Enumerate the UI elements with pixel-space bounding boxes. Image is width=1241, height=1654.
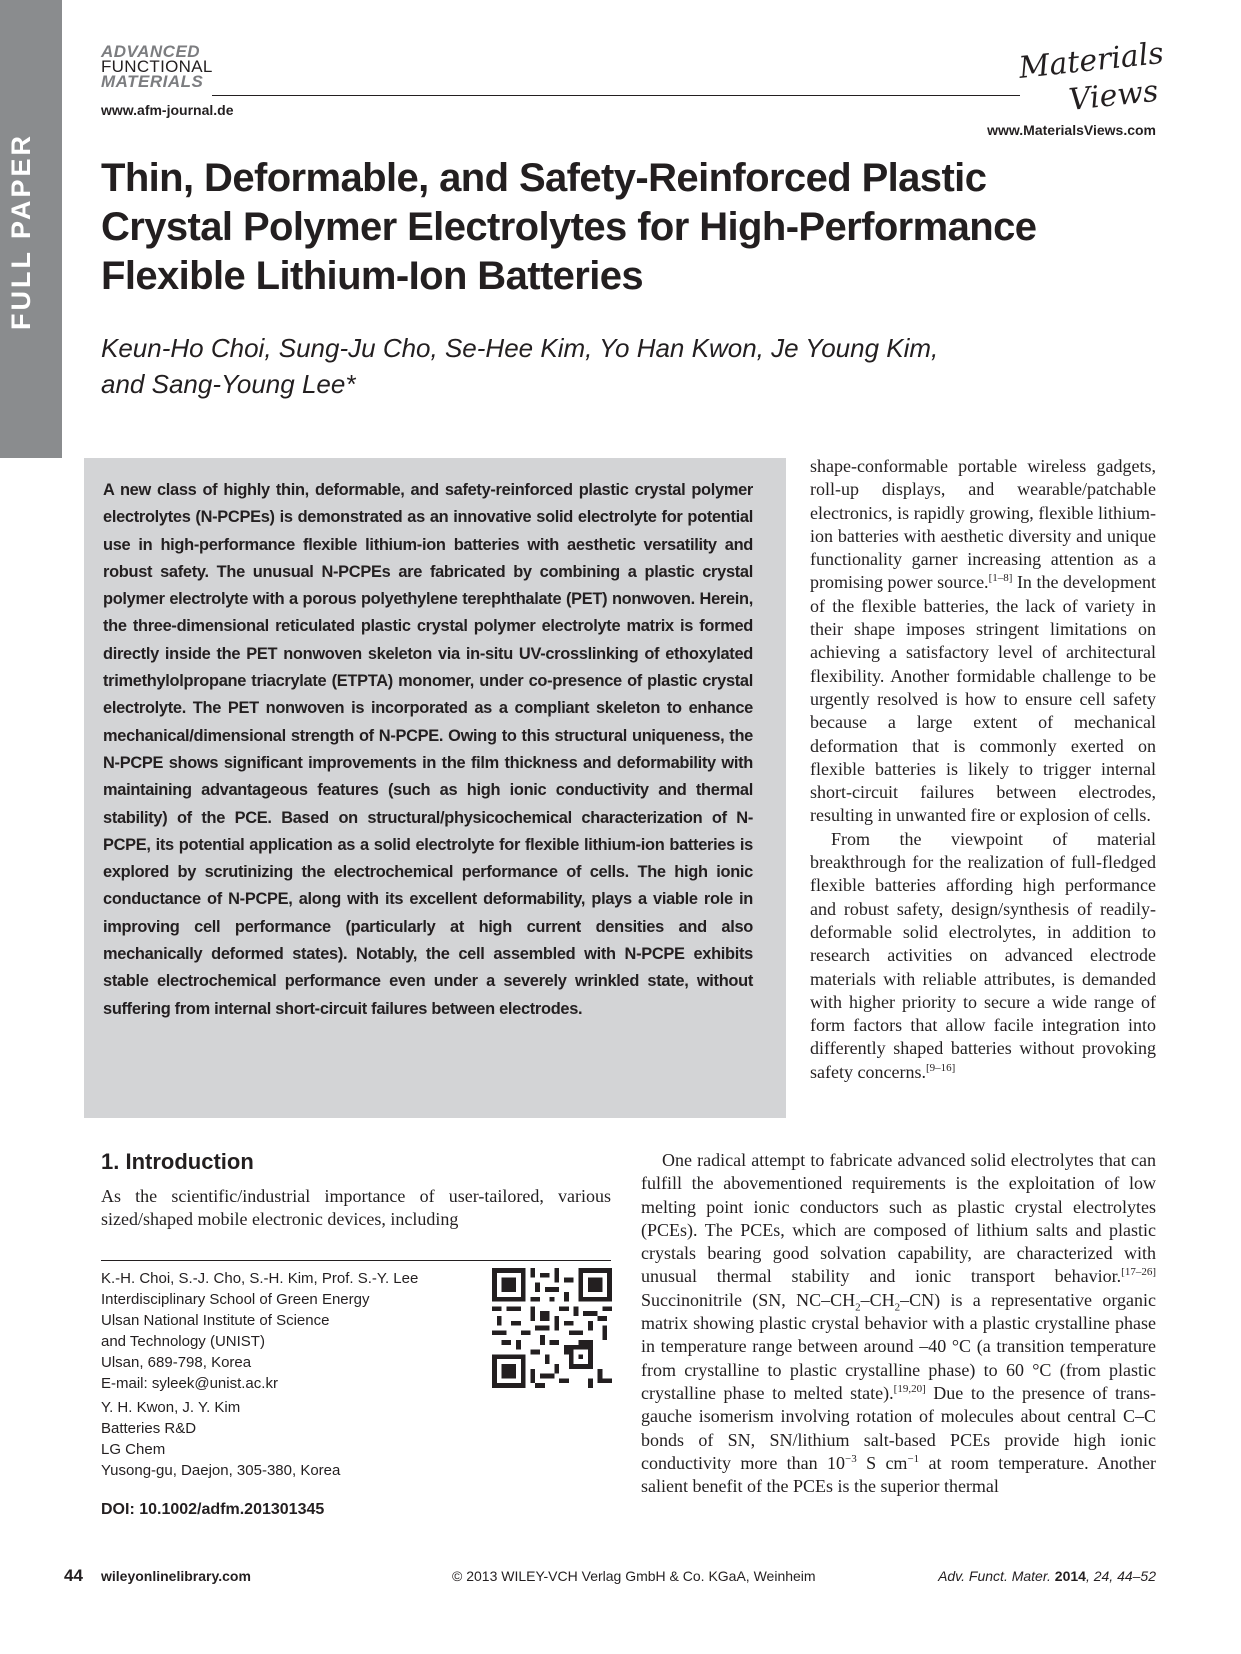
affiliation-line: Ulsan National Institute of Science [101,1312,330,1329]
svg-text:Materials: Materials [1017,35,1166,86]
authors [101,330,1001,402]
text-span: Succinonitrile (SN, NC–CH [641,1289,856,1310]
affiliation-line: Interdisciplinary School of Green Energy [101,1291,370,1308]
affiliations [101,1268,461,1481]
superscript: −3 [845,1452,857,1465]
text-span: S cm [856,1452,908,1473]
side-tab [0,0,62,458]
qr-code[interactable] [492,1268,612,1388]
reference-citation[interactable]: [19,20] [893,1382,926,1395]
authors-line2: and Sang-Young Lee* [101,369,356,399]
publisher-url[interactable]: www.MaterialsViews.com [987,122,1156,138]
text-span: Due to the presence of trans-gauche isomerism involving rotation of molecules about central C–C bonds of SN, SN/lithium salt-based PCEs provide high ionic conductivity more than 10 [641,1382,1156,1473]
subscript: 2 [894,1301,901,1314]
email-line[interactable]: E-mail: syleek@unist.ac.kr [101,1375,278,1392]
right-column [810,455,1156,1084]
authors-line1: Keun-Ho Choi, Sung-Ju Cho, Se-Hee Kim, Yo Han Kwon, Je Young Kim, [101,333,939,363]
paragraph [810,455,1156,828]
svg-text:Views: Views [1067,73,1160,118]
materials-views-logo [1017,35,1166,118]
affiliation-line: and Technology (UNIST) [101,1333,265,1350]
header-rule [212,95,1020,96]
subscript: 2 [855,1301,861,1314]
affiliation-rule [101,1260,611,1261]
abstract: A new class of highly thin, deformable, and safety-reinforced plastic crystal polymer electrolytes (N-PCPEs) is demonstrated as an innovative solid electrolyte for potential use in high-performance flexible lithium-ion batteries with aesthetic versatility and robust safety. The unusual N-PCPEs are fabricated by combining a plastic crystal polymer electrolyte with a porous polyethylene terephthalate (PET) nonwoven. Herein, the three-dimensional reticulated plastic crystal polymer electrolyte matrix is formed directly inside the PET nonwoven skeleton via in-situ UV-crosslinking of ethoxylated trimethylolpropane triacrylate (ETPTA) monomer, under co-presence of plastic crystal electrolyte. The PET nonwoven is incorporated as a compliant skeleton to enhance mechanical/dimensional strength of N-PCPE. Owing to this structural uniqueness, the N-PCPE shows significant improvements in the film thickness and deformability with maintaining advantageous features (such as high ionic conductivity and thermal stability) of the PCE. Based on structural/physicochemical characterization of N-PCPE, its potential application as a solid electrolyte for flexible lithium-ion batteries is explored by scrutinizing the electrochemical performance of cells. The high ionic conductance of N-PCPE, along with its excellent deformability, plays a viable role in improving cell performance (particularly at high current densities and also mechanically deformed states). Notably, the cell assembled with N-PCPE exhibits stable electrochemical performance even under a severely wrinkled state, without suffering from internal short-circuit failures between electrodes. [103,481,753,1018]
journal-logo-line1: ADVANCED [101,42,201,61]
footer-url[interactable]: wileyonlinelibrary.com [101,1568,251,1584]
text-span: at room temperature. Another salient benefit of the PCEs is the superior thermal [641,1452,1156,1497]
citation-volume-pages: , 24, 44–52 [1085,1568,1156,1584]
doi[interactable]: DOI: 10.1002/adfm.201301345 [101,1501,325,1518]
affiliation-line: Y. H. Kwon, J. Y. Kim [101,1399,241,1416]
copyright: © 2013 WILEY-VCH Verlag GmbH & Co. KGaA, Weinheim [452,1568,816,1584]
section-heading: 1. Introduction [101,1149,254,1174]
text-span: –CN) is a representative organic matrix showing plastic crystal behavior with a plastic crystalline phase in temperature range between around –40 °C (a transition temperature from crystalline to plastic crystalline phase) to 60 °C (from plastic crystalline phase to melted state). [641,1289,1156,1403]
citation [938,1568,1156,1584]
journal-url[interactable]: www.afm-journal.de [101,102,234,118]
text-span: –CH [860,1289,895,1310]
section-type-label: FULL PAPER [6,132,36,330]
affiliation-line: Ulsan, 689-798, Korea [101,1354,252,1371]
reference-citation[interactable]: [1–8] [988,572,1013,585]
affiliation-line: Batteries R&D [101,1420,197,1437]
journal-logo-line2: FUNCTIONAL [101,57,213,76]
journal-logo-line3: MATERIALS [101,72,204,91]
left-column [101,1185,611,1232]
superscript: −1 [907,1452,920,1465]
reference-citation[interactable]: [17–26] [1121,1266,1156,1279]
affiliation-line: LG Chem [101,1441,166,1458]
page-number: 44 [64,1566,83,1585]
text-span: One radical attempt to fabricate advanced solid electrolytes that can fulfill the abovementioned requirements is the exploitation of low melting point ionic conductors such as plastic crystal electrolytes (PCEs). The PCEs, which are composed of lithium salts and plastic crystals bearing good solvation capability, are characterized with unusual thermal stability and ionic transport behavior. [641,1150,1156,1287]
paragraph [810,828,1156,1084]
text-span: shape-conformable portable wireless gadgets, roll-up displays, and wearable/patchable electronics, is rapidly growing, flexible lithium-ion batteries with aesthetic diversity and unique functionality garner increasing attention as a promising power source. [810,456,1156,593]
text-span: From the viewpoint of material breakthrough for the realization of full-fledged flexible batteries affording high performance and robust safety, design/synthesis of readily-deformable solid electrolytes, in addition to research activities on advanced electrode materials with reliable attributes, is demanded with higher priority to secure a wide range of form factors that allow facile integration into differently shaped batteries without provoking safety concerns. [810,828,1156,1082]
paragraph [641,1149,1156,1498]
affiliation-line: K.-H. Choi, S.-J. Cho, S.-H. Kim, Prof. S.-Y. Lee [101,1270,419,1287]
text-span: In the development of the flexible batteries, the lack of variety in their shape imposes stringent limitations on achieving a satisfactory level of architectural flexibility. Another formidable challenge to be urgently resolved is how to ensure cell safety because a large extent of mechanical deformation that is commonly exerted on flexible batteries is likely to trigger internal short-circuit failures between electrodes, resulting in unwanted fire or explosion of cells. [810,572,1156,826]
reference-citation[interactable]: [9–16] [925,1061,956,1074]
affiliation-line: Yusong-gu, Daejon, 305-380, Korea [101,1462,341,1479]
paragraph: As the scientific/industrial importance of user-tailored, various sized/shaped mobile electronic devices, including [101,1186,611,1230]
journal-logo [101,44,225,89]
paper-title: Thin, Deformable, and Safety-Reinforced Plastic Crystal Polymer Electrolytes for High-Performance Flexible Lithium-Ion Batteries [101,156,1037,298]
middle-column [641,1149,1156,1498]
citation-year: 2014 [1054,1568,1086,1584]
citation-journal: Adv. Funct. Mater. [938,1568,1051,1584]
